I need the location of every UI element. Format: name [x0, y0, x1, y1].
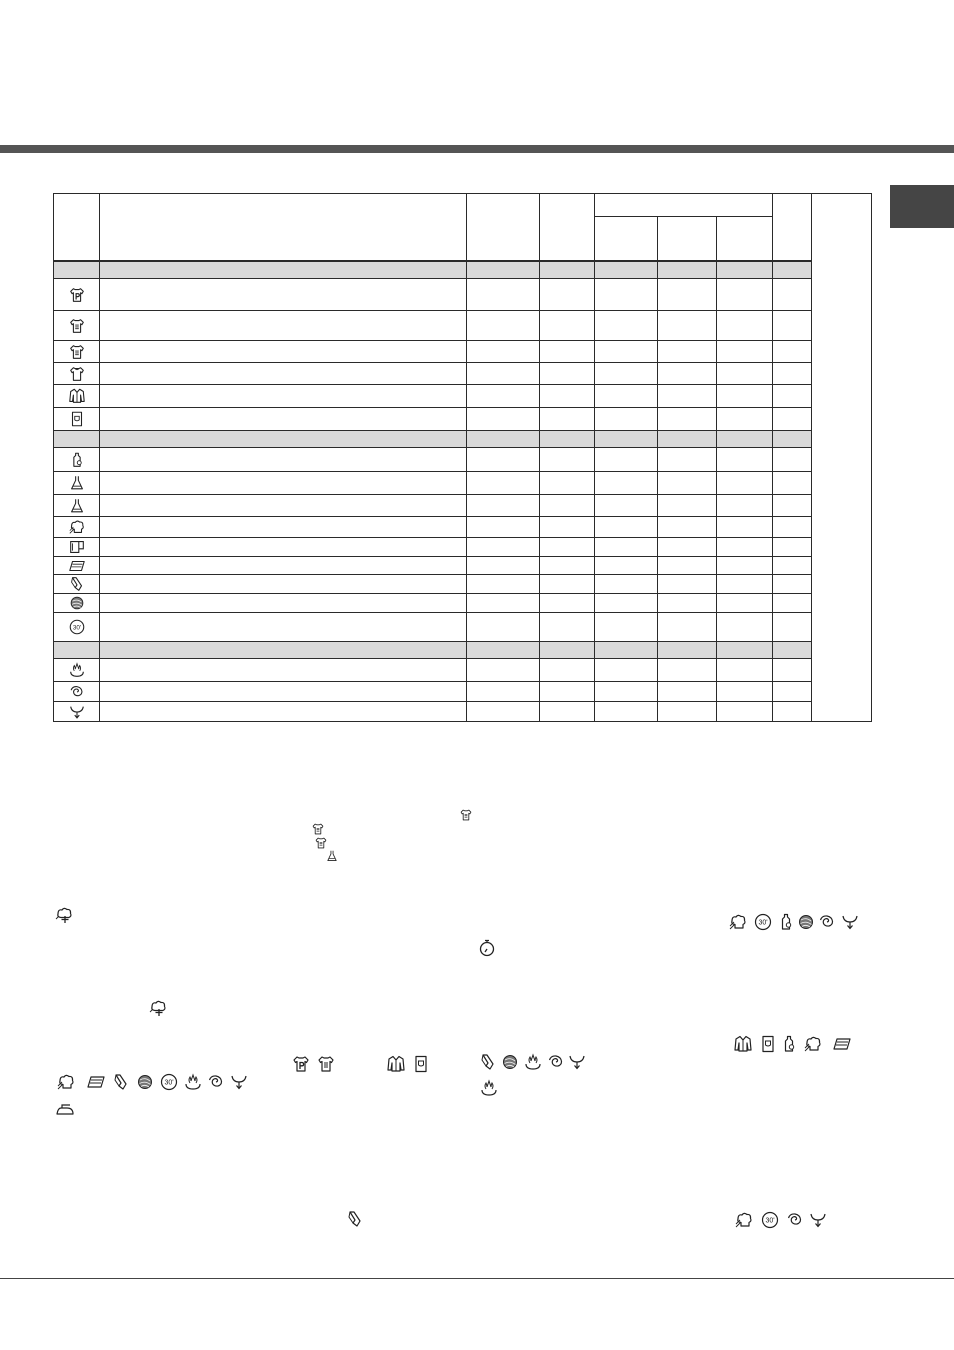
flask-icon	[54, 472, 99, 494]
drain-icon	[567, 1052, 587, 1072]
rinse-icon	[479, 1078, 499, 1098]
shirt-icon	[311, 822, 325, 836]
silk-icon	[478, 1052, 498, 1072]
spin-icon	[206, 1072, 226, 1092]
section-band-2	[54, 430, 811, 448]
row-line	[54, 556, 811, 557]
row-line	[54, 362, 811, 363]
flask-icon	[54, 495, 99, 516]
section-band-3	[54, 641, 811, 659]
wool-ball-icon	[54, 594, 99, 612]
section-band-1	[54, 261, 811, 279]
col-line	[466, 194, 467, 721]
rinse-icon	[183, 1072, 203, 1092]
shirt-icon	[459, 808, 473, 822]
shirt-p-icon	[54, 279, 99, 310]
steam-anti-odor-icon	[54, 517, 99, 537]
iron-icon	[55, 1099, 75, 1119]
silk-icon	[111, 1072, 131, 1092]
header-split-line	[594, 216, 772, 217]
drain-icon	[840, 912, 860, 932]
row-line	[54, 537, 811, 538]
programme-table	[53, 193, 872, 722]
row-line	[54, 701, 811, 702]
steam-anti-odor-icon	[728, 912, 748, 932]
col-line	[811, 194, 812, 721]
steam-anti-odor-icon	[56, 1072, 76, 1092]
silk-icon	[345, 1209, 365, 1229]
baby-bottle-icon	[779, 1034, 799, 1054]
steam-anti-odor-icon	[734, 1210, 754, 1230]
duvet-icon	[86, 1072, 106, 1092]
wool-ball-icon	[135, 1072, 155, 1092]
spin-icon	[785, 1210, 805, 1230]
shirt-icon	[316, 1054, 336, 1074]
quick-30-icon	[54, 613, 99, 641]
rinse-icon	[54, 659, 99, 681]
drain-icon	[808, 1210, 828, 1230]
jeans-icon	[758, 1034, 778, 1054]
col-line	[594, 194, 595, 721]
rinse-icon	[523, 1052, 543, 1072]
row-line	[54, 494, 811, 495]
jacket-icon	[733, 1034, 753, 1054]
row-line	[54, 593, 811, 594]
drain-icon	[229, 1072, 249, 1092]
duvet-icon	[54, 557, 99, 574]
row-line	[54, 407, 811, 408]
jeans-icon	[54, 408, 99, 430]
col-line	[657, 216, 658, 721]
row-line	[54, 310, 811, 311]
row-line	[54, 516, 811, 517]
row-line	[54, 612, 811, 613]
col-line	[772, 194, 773, 721]
jacket-icon	[54, 385, 99, 407]
shirt-icon	[54, 311, 99, 340]
jacket-icon	[386, 1054, 406, 1074]
flask-icon	[325, 849, 339, 863]
shirt-p-icon	[291, 1054, 311, 1074]
jeans-icon	[411, 1054, 431, 1074]
spin-icon	[817, 912, 837, 932]
quick-30-icon	[753, 912, 773, 932]
row-line	[54, 340, 811, 341]
steam-plus-icon	[148, 998, 168, 1018]
col-line	[716, 216, 717, 721]
shirt-icon	[54, 341, 99, 362]
towel-icon	[54, 538, 99, 556]
steam-anti-odor-icon	[803, 1034, 823, 1054]
shirt-icon	[314, 836, 328, 850]
header-bar	[0, 145, 954, 153]
quick-30-icon	[159, 1072, 179, 1092]
footer-rule	[0, 1278, 954, 1279]
row-line	[54, 681, 811, 682]
row-line	[54, 574, 811, 575]
drain-icon	[54, 702, 99, 721]
baby-bottle-icon	[54, 448, 99, 471]
spin-icon	[546, 1052, 566, 1072]
col-line	[99, 194, 100, 721]
quick-30-icon	[760, 1210, 780, 1230]
duvet-icon	[832, 1034, 852, 1054]
spin-icon	[54, 682, 99, 701]
shirt-plain-icon	[54, 363, 99, 384]
baby-bottle-icon	[776, 912, 796, 932]
timer-icon	[477, 938, 497, 958]
wool-ball-icon	[500, 1052, 520, 1072]
row-line	[54, 384, 811, 385]
silk-icon	[54, 575, 99, 593]
steam-plus-icon	[54, 905, 74, 925]
col-line	[539, 194, 540, 721]
wool-ball-icon	[796, 912, 816, 932]
language-tab	[890, 185, 954, 228]
row-line	[54, 471, 811, 472]
